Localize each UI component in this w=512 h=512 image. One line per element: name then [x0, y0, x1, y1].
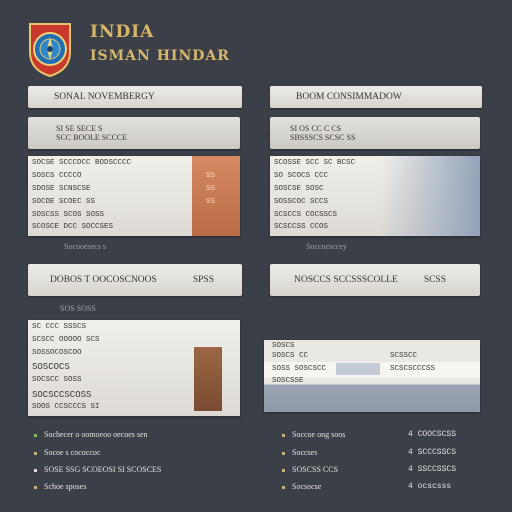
table-row: SO SCOCS CCC [274, 172, 329, 180]
accent-glyph: SS [206, 185, 216, 193]
table-row: SCOSSE SCC SC BCSC [274, 159, 356, 167]
table-accent-block [194, 347, 222, 411]
legend-item: Soccoe ong soos [282, 430, 345, 439]
table-gradient-overlay [380, 156, 480, 236]
table-row: SOSSOCOSCOO [32, 349, 82, 357]
left-bottom-caption: SOS SOSS [60, 304, 96, 313]
brand-title: INDIA [90, 22, 155, 42]
table-row: SOSCSS SCOS SOSS [32, 211, 105, 219]
selection-chip [336, 363, 380, 375]
bullet-icon [34, 452, 37, 455]
left-top-summary-row[interactable] [28, 117, 240, 149]
accent-glyph: SS [206, 198, 216, 206]
table-accent-column [192, 156, 240, 236]
left-top-table [28, 156, 240, 236]
table-row: SCSCCSS CCOS [274, 223, 329, 231]
right-bottom-table [264, 340, 480, 412]
legend-item: Socoe s cococcoc [34, 448, 100, 457]
bullet-icon [34, 469, 37, 472]
right-top-header-label: BOOM CONSIMMADOW [296, 92, 402, 102]
summary-line: SCC BOOLE SCCCE [56, 133, 128, 142]
left-top-header-bar[interactable] [28, 86, 242, 108]
brand-subtitle: ISMAN HINDAR [90, 48, 230, 64]
summary-line: SBSSSCS SCSC SS [290, 133, 356, 142]
table-row: SOCDE SCOEC SS [32, 198, 96, 206]
right-bottom-header-label: NOSCCS SCCSSSCOLLE [294, 275, 398, 285]
left-bottom-header-bar[interactable] [28, 264, 242, 296]
left-top-header-label: SONAL NOVEMBERGY [54, 92, 155, 102]
table-row: SC CCC SSSCS [32, 323, 87, 331]
bullet-icon [34, 434, 37, 437]
table-row: SOSCS [272, 342, 295, 350]
summary-line: SI OS CC C CS [290, 124, 342, 133]
bullet-icon [34, 486, 37, 489]
table-row: SOSSCOC SCCS [274, 198, 329, 206]
table-row: SOSCOCS [32, 362, 70, 372]
legend-value: 4 SSCCSSCS [408, 465, 457, 474]
right-top-header-bar[interactable] [270, 86, 482, 108]
right-bottom-header-bar[interactable] [270, 264, 480, 296]
legend-value: 4 COOCSCSS [408, 430, 457, 439]
table-row: SCSCC OOOOO SCS [32, 336, 100, 344]
accent-glyph: SS [206, 172, 216, 180]
right-top-caption: Soccoesccey [306, 242, 347, 251]
emblem-logo [26, 22, 74, 78]
legend-value: 4 ocscsss [408, 482, 452, 491]
table-row: SOSCSE SOSC [274, 185, 324, 193]
bullet-icon [282, 469, 285, 472]
left-bottom-header-value: SPSS [192, 275, 214, 285]
left-top-caption: Socooesecs s [64, 242, 106, 251]
table-row: SOCSCC SOSS [32, 376, 82, 384]
table-row: SCOSCE DCC SOCCSES [32, 223, 114, 231]
right-top-table [270, 156, 480, 236]
table-row: SOSCSSE [272, 377, 304, 385]
bullet-icon [282, 452, 285, 455]
legend-item: Soccses [282, 448, 317, 457]
table-row: SOOS CCSCCCS SI [32, 403, 100, 411]
table-row: SDOSE SCNSCSE [32, 185, 91, 193]
bullet-icon [282, 486, 285, 489]
bullet-icon [282, 434, 285, 437]
table-row: SOSCS CC [272, 352, 309, 360]
legend-item: Sochecer o oomoeoo oecoes sen [34, 430, 148, 439]
right-value: SCSSCC [390, 352, 418, 360]
legend-item: SOSE SSG SCOEOSI SI SCOSCES [34, 465, 161, 474]
summary-line: SI SE SECE S [56, 124, 103, 133]
table-row: SCSCCS COCSSCS [274, 211, 338, 219]
table-row: SOCSE SCCCDCC BODSCCCC [32, 159, 132, 167]
table-row: SOSCS CCCCO [32, 172, 82, 180]
table-row: SOSS SOSCSCC [272, 365, 327, 373]
left-bottom-header-label: DOBOS T OOCOSCNOOS [50, 275, 157, 285]
legend-item: SOSCSS CCS [282, 465, 338, 474]
legend-item: Socsocse [282, 482, 321, 491]
right-value: SCSCSCCCSS [390, 365, 436, 373]
legend-value: 4 SCCCSSCS [408, 448, 457, 457]
right-bottom-header-value: SCSS [423, 275, 446, 285]
legend-item: Schoe sposes [34, 482, 86, 491]
table-row: SOCSCCSCOSS [32, 390, 92, 400]
right-top-summary-row[interactable] [270, 117, 480, 149]
left-bottom-table [28, 320, 240, 416]
